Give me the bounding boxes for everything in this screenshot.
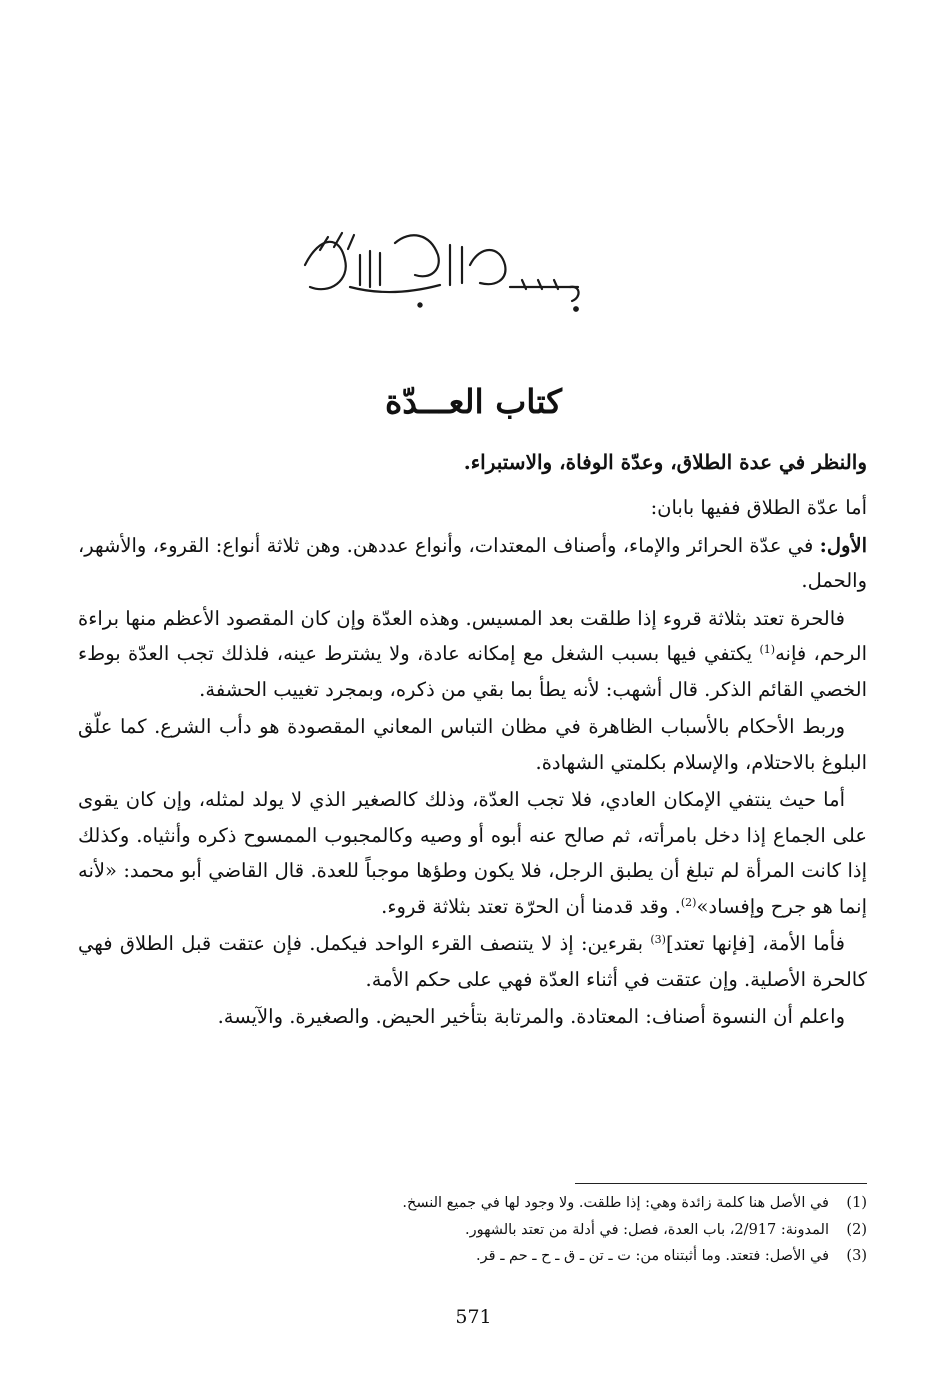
basmala-calligraphy-icon bbox=[290, 225, 590, 320]
footnote-item bbox=[80, 1217, 867, 1244]
main-text bbox=[78, 490, 867, 1037]
paragraph-first-chapter: الأول: في عدّة الحرائر والإماء، وأصناف المعتدات، وأنواع عددهن. وهن ثلاثة أنواع: القروء، والأشهر، والحمل. bbox=[78, 533, 867, 592]
page-number: 571 bbox=[455, 1306, 492, 1328]
footnote-ref-3[interactable]: (3) bbox=[650, 933, 666, 946]
footnote-ref-1[interactable]: (1) bbox=[759, 643, 776, 656]
paragraph-categories: واعلم أن النسوة أصناف: المعتادة. والمرتابة بتأخير الحيض. والصغيرة. والآيسة. bbox=[217, 1005, 845, 1028]
paragraph-possibility: أما حيث ينتفي الإمكان العادي، فلا تجب العدّة، وذلك كالصغير الذي لا يولد لمثله، وإن كان يقوى على الجماع إذا دخل بامرأته، ثم صالح عنه أبوه أو وصيه وكالمجبوب الممسوح ذكره وأنثياه. وكذلك إذا كانت المرأة لم تبلغ أن يطبق الرجل، فلا يكون وطؤها موجباً للعدة. قال القاضي أبو محمد: «لأنه إنما هو جرح وإفساد»$^{(2)}$. وقد قدمنا أن الحرّة تعتد بثلاثة قروء. bbox=[78, 788, 867, 918]
footnote-number: (1) bbox=[846, 1195, 867, 1211]
paragraph-intro: أما عدّة الطلاق ففيها بابان: bbox=[650, 496, 867, 519]
footnote-text: المدونة: 2/917، باب العدة، فصل: في أدلة من تعتد بالشهور. bbox=[464, 1221, 829, 1238]
footnote-text: في الأصل: فتعتد. وما أثبتناه من: ت ـ تن ـ ق ـ ح ـ حم ـ قر. bbox=[476, 1248, 829, 1264]
paragraph-free-woman: فالحرة تعتد بثلاثة قروء إذا طلقت بعد المسيس. وهذه العدّة وإن كان المقصود الأعظم منها براءة الرحم، فإنه$^{(1)}$ يكتفي فيها بسبب الشغل مع إمكانه عادة، ولا يشترط عينه، فلذلك تجب العدّة بوطء الخصي القائم الذكر. قال أشهب: لأنه يطأ بما بقي من ذكره، وبمجرد تغييب الحشفة. bbox=[78, 606, 867, 701]
footnote-ref-2[interactable]: (2) bbox=[680, 895, 697, 909]
footnote-number: (2) bbox=[846, 1221, 867, 1238]
footnote-item bbox=[80, 1190, 867, 1217]
footnote-text: في الأصل هنا كلمة زائدة وهي: إذا طلقت. ولا وجود لها في جميع النسخ. bbox=[402, 1195, 829, 1211]
paragraph-slave-woman: فأما الأمة، [فإنها تعتد]$^{(3)}$ بقرءين: إذ لا يتنصف القرء الواحد فيكمل. فإن عتقت قبل الطلاق فهي كالحرة الأصلية. وإن عتقت في أثناء العدّة فهي على حكم الأمة. bbox=[78, 932, 867, 991]
footnote-divider bbox=[575, 1183, 867, 1184]
section-subheading: والنظر في عدة الطلاق، وعدّة الوفاة، والاستبراء. bbox=[463, 450, 867, 474]
footnotes bbox=[80, 1190, 867, 1270]
paragraph-lead: الأول: bbox=[819, 533, 867, 557]
chapter-title: كتاب العـــدّة bbox=[384, 382, 563, 421]
footnote-item bbox=[80, 1243, 867, 1270]
paragraph-rulings: وربط الأحكام بالأسباب الظاهرة في مظان التباس المعاني المقصودة هو دأب الشرع. كما علّق البلوغ بالاحتلام، والإسلام بكلمتي الشهادة. bbox=[78, 715, 867, 774]
footnote-number: (3) bbox=[846, 1248, 867, 1264]
